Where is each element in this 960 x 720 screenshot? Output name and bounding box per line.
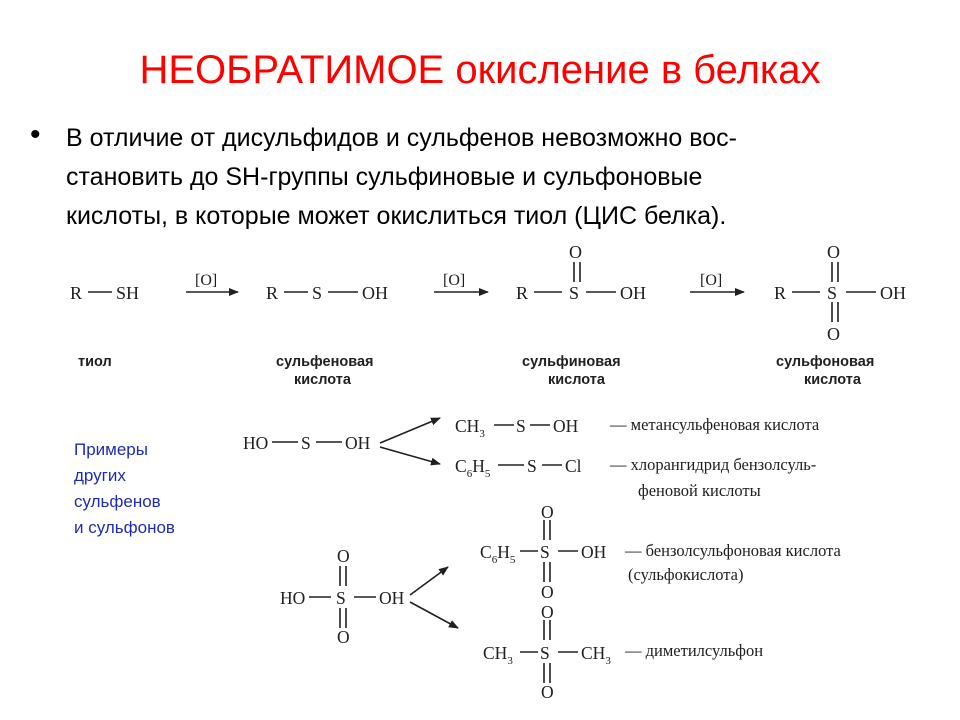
methanesulfenic-desc: — метансульфеновая кислота (610, 415, 820, 434)
arrow-to-methanesulfenic (380, 418, 440, 443)
arrow-to-dimethylsulfone (410, 602, 458, 628)
dimethylsulfone-desc: — диметилсульфон (625, 641, 764, 660)
svg-text:OH: OH (553, 416, 579, 436)
svg-text:O: O (541, 682, 554, 702)
sulfenic-acid-formula (266, 283, 388, 303)
examples-label-line-2: других (74, 466, 126, 485)
bullet-line-1: В отличие от дисульфидов и сульфенов невозможно вос- (66, 124, 737, 152)
examples-label-line-3: сульфенов (74, 492, 161, 511)
svg-text:[O]: [O] (195, 272, 218, 289)
label-sulfinic-2: кислота (548, 372, 605, 388)
svg-text:S: S (312, 283, 323, 303)
svg-text:Cl: Cl (565, 456, 582, 476)
svg-text:R: R (774, 283, 787, 303)
svg-text:O: O (827, 324, 840, 344)
svg-text:S: S (540, 643, 550, 663)
label-sulfenic-2: кислота (294, 372, 351, 388)
svg-text:S: S (301, 433, 311, 453)
svg-text:OH: OH (620, 283, 646, 303)
label-sulfonic-1: сульфоновая (776, 354, 875, 370)
label-sulfenic-1: сульфеновая (276, 354, 374, 370)
benzenesulfonic-desc-2: (сульфокислота) (628, 565, 744, 584)
svg-text:OH: OH (345, 433, 371, 453)
svg-text:O: O (541, 602, 554, 622)
sulfonic-parent-formula (280, 546, 405, 647)
svg-text:S: S (336, 588, 346, 608)
sulfinic-acid-formula (516, 242, 646, 303)
slide-title: НЕОБРАТИМОЕ окисление в белках (139, 48, 821, 92)
svg-text:S: S (527, 456, 537, 476)
sulfonic-acid-formula (774, 242, 906, 344)
methanesulfenic-formula (455, 416, 579, 440)
svg-text:SH: SH (116, 283, 140, 303)
svg-text:O: O (337, 627, 350, 647)
svg-text:O: O (827, 242, 840, 262)
sulfenic-parent-formula (243, 433, 371, 453)
svg-text:O: O (541, 582, 554, 602)
svg-text:[O]: [O] (443, 272, 466, 289)
svg-text:R: R (70, 283, 83, 303)
benzenesulfenyl-chloride-formula (455, 456, 582, 480)
thiol-formula (70, 283, 139, 303)
svg-text:OH: OH (362, 283, 388, 303)
svg-text:R: R (266, 283, 279, 303)
svg-text:[O]: [O] (700, 272, 723, 289)
svg-text:HO: HO (280, 588, 306, 608)
svg-text:R: R (516, 283, 529, 303)
examples-label-line-4: и сульфонов (74, 518, 175, 537)
label-sulfinic-1: сульфиновая (522, 354, 621, 370)
bullet-line-3: кислоты, в которые может окислиться тиол (ЦИС белка). (66, 202, 727, 230)
svg-text:CH3: $CH_3$ (455, 416, 485, 440)
label-sulfonic-2: кислота (804, 372, 861, 388)
svg-text:S: S (569, 283, 580, 303)
svg-text:OH: OH (581, 542, 607, 562)
svg-text:CH3: $CH_3$ (483, 643, 513, 667)
dimethylsulfone-formula (483, 602, 611, 702)
arrow-to-benzenesulfonic (410, 567, 448, 595)
examples-label-line-1: Примеры (74, 440, 148, 459)
svg-text:S: S (540, 542, 550, 562)
oxidation-arrow-2 (434, 272, 488, 292)
svg-text:S: S (516, 416, 526, 436)
svg-text:HO: HO (243, 433, 269, 453)
oxidation-arrow-3 (690, 272, 744, 292)
svg-text:S: S (827, 283, 838, 303)
benzenesulfenyl-chloride-desc-1: — хлорангидрид бензолсуль- (610, 455, 817, 474)
benzenesulfonic-desc-1: — бензолсульфоновая кислота (625, 541, 841, 560)
svg-text:C6H5: $C_6H_5$ (455, 456, 491, 480)
label-thiol: тиол (78, 354, 112, 370)
benzenesulfenyl-chloride-desc-2: феновой кислоты (638, 481, 761, 500)
oxidation-arrow-1 (186, 272, 238, 292)
benzenesulfonic-formula (480, 502, 607, 602)
bullet-marker: • (30, 118, 41, 151)
arrow-to-benzenesulfenyl-chloride (380, 447, 440, 464)
bullet-line-2: становить до SH-группы сульфиновые и сульфоновые (66, 163, 703, 191)
svg-text:CH3: $CH_3$ (581, 643, 611, 667)
svg-text:O: O (569, 242, 582, 262)
svg-text:C6H5: $C_6H_5$ (480, 542, 516, 566)
svg-text:O: O (541, 502, 554, 522)
svg-text:OH: OH (880, 283, 906, 303)
svg-text:O: O (337, 546, 350, 566)
svg-text:OH: OH (379, 588, 405, 608)
